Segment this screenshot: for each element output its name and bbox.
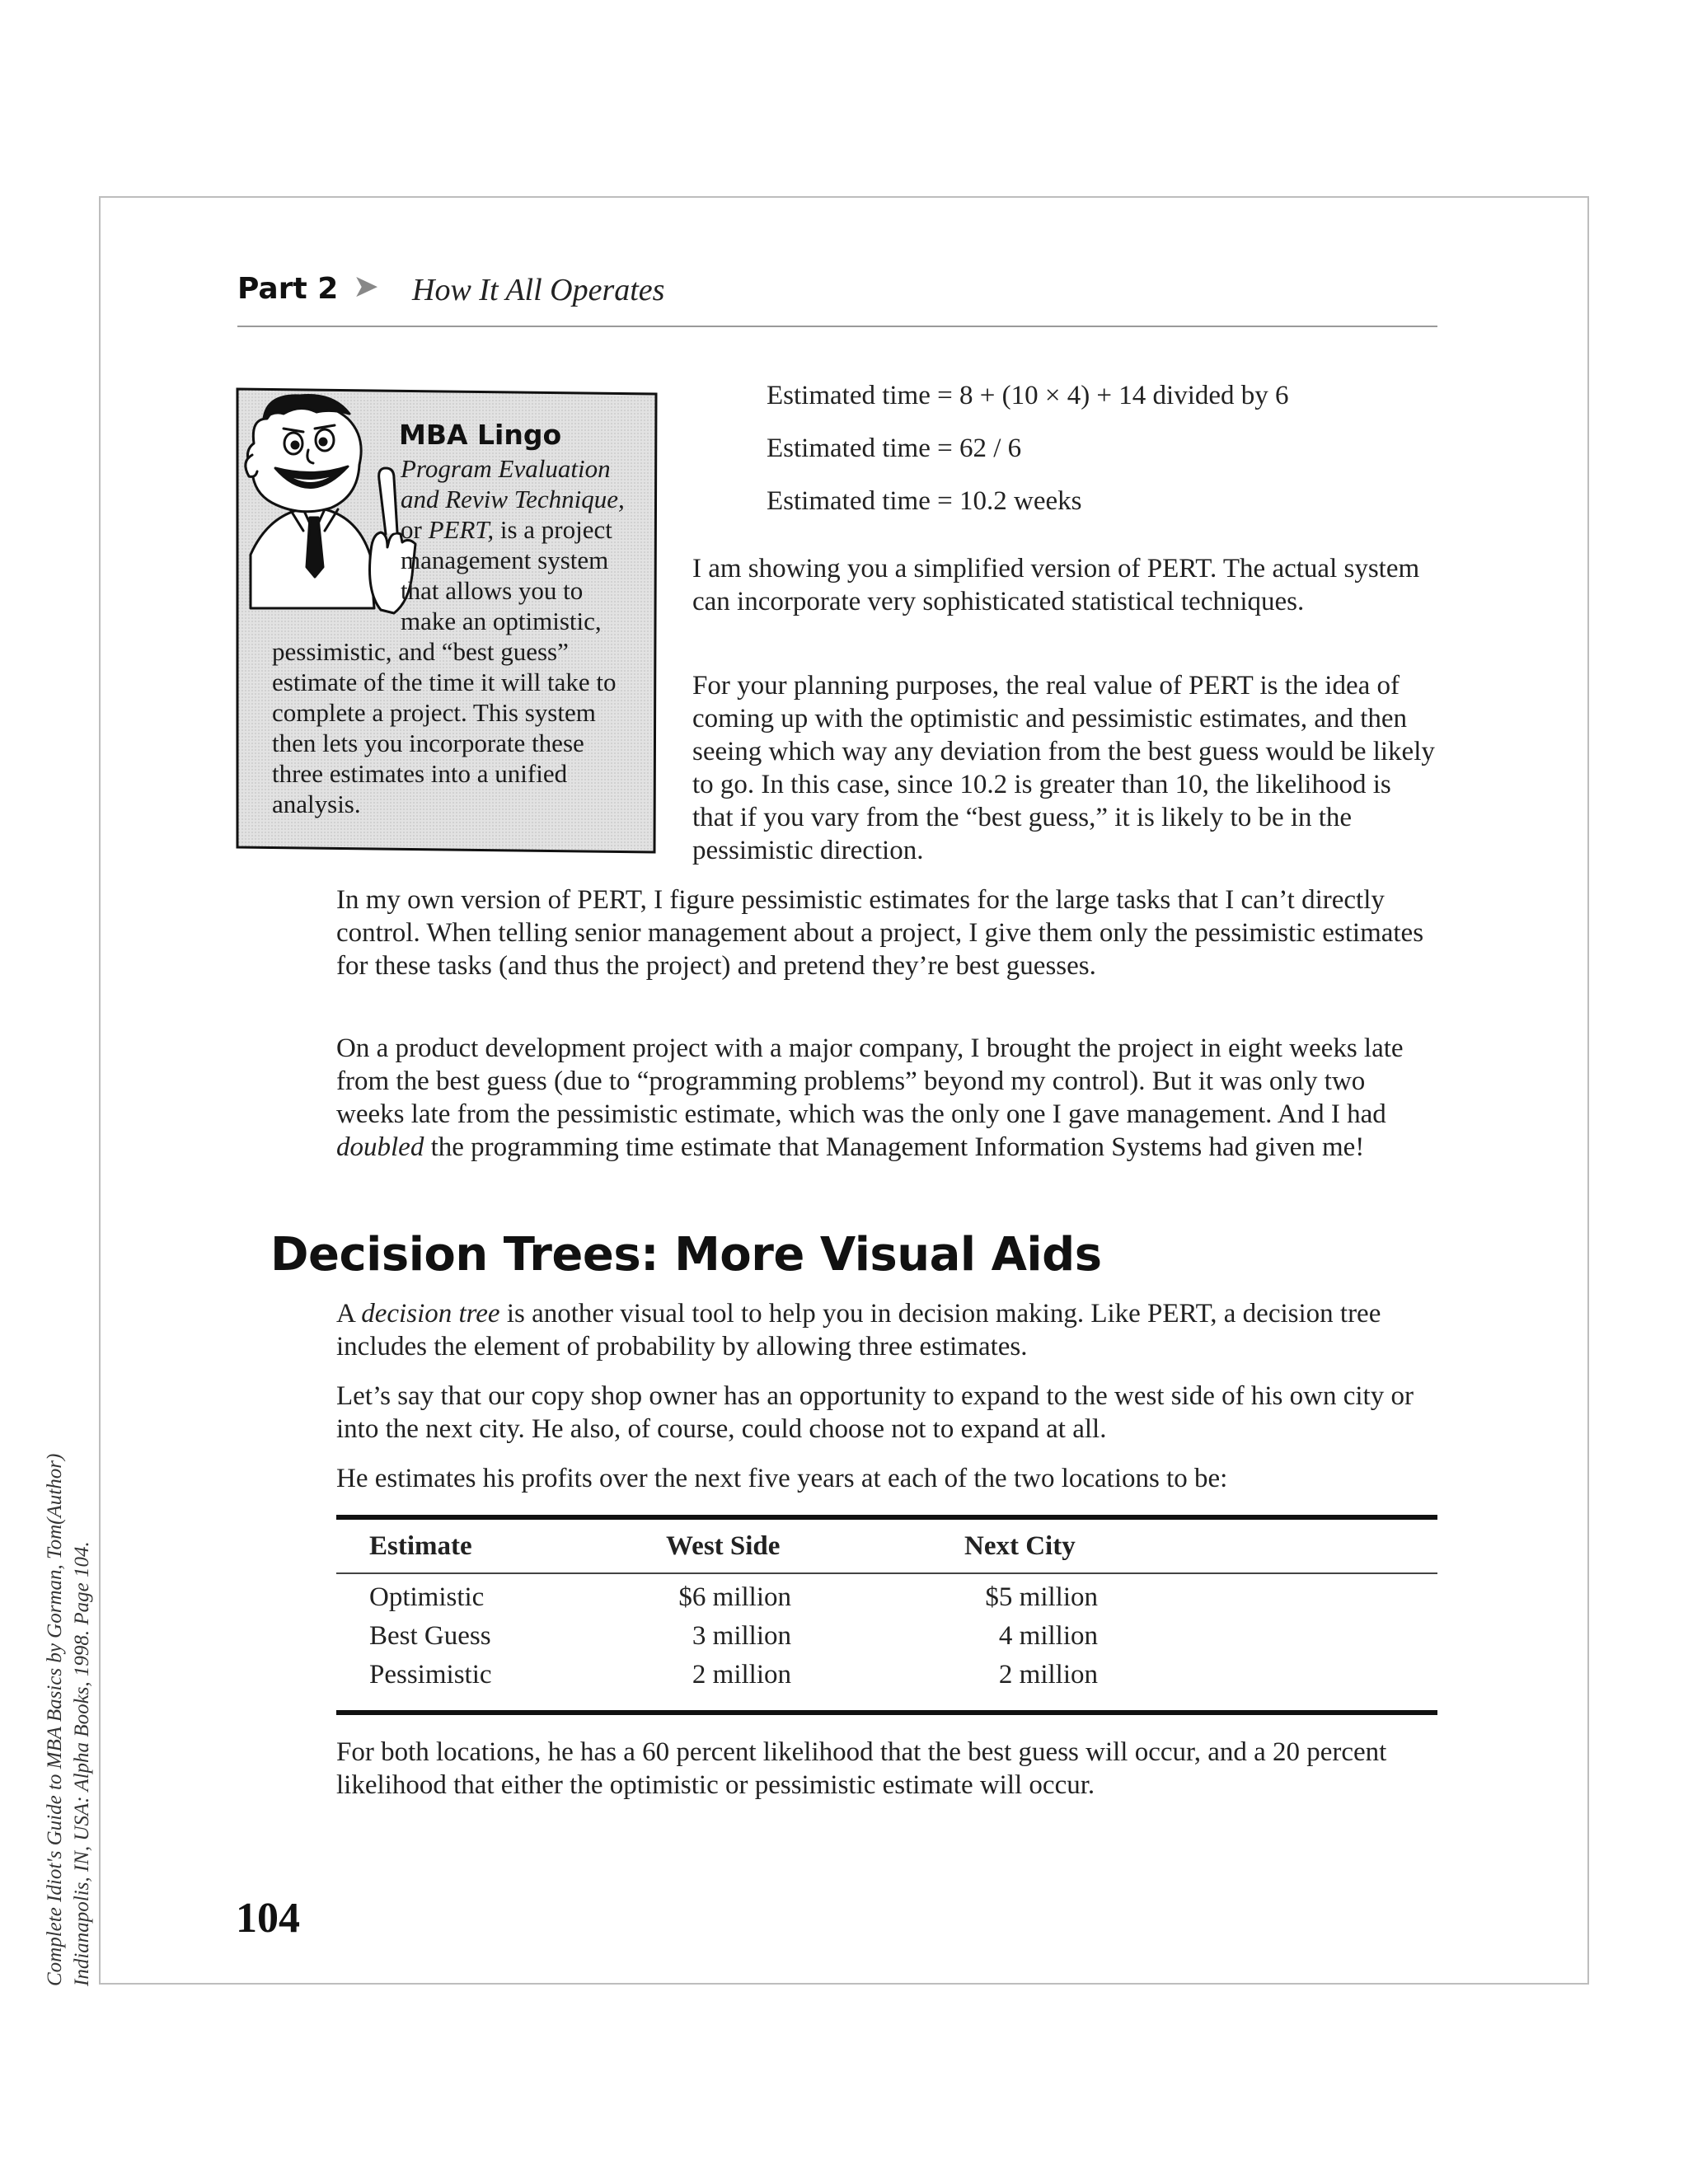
formula-line-1: Estimated time = 8 + (10 × 4) + 14 divided by 6 — [767, 381, 1289, 410]
table-header-cell: West Side — [666, 1531, 781, 1561]
table-cell: $6 million — [678, 1582, 791, 1612]
p5-text-b: is another visual tool to help you in decision making. Like PERT, a decision tree includes the element of probability by allowing three estimates. — [336, 1299, 1381, 1361]
paragraph-profit-estimates: He estimates his profits over the next five years at each of the two locations to be: — [336, 1464, 1228, 1493]
side-credit — [41, 1454, 96, 1986]
p4-text-a: On a product development project with a major company, I brought the project in eight weeks late from the best guess (due to “programming problems” beyond my control). But it was only two weeks late from the pessimistic estimate, which was the only one I gave management. And I had — [336, 1033, 1404, 1129]
table-header-row — [336, 1520, 1437, 1572]
table-cell: 4 million — [998, 1621, 1098, 1651]
page-number: 104 — [236, 1895, 300, 1942]
sidebar-text-or: or — [401, 515, 429, 544]
arrow-icon: ➤ — [353, 269, 379, 304]
sidebar-definition — [272, 453, 625, 819]
table-row — [336, 1657, 1437, 1695]
formula-line-2: Estimated time = 62 / 6 — [767, 434, 1022, 463]
part-label: Part 2 — [237, 272, 339, 306]
paragraph-planning-purposes: For your planning purposes, the real value of PERT is the idea of coming up with the optimistic and pessimistic estimates, and then seeing which way any deviation from the best guess would be likely to go. In this case, since 10.2 is greater than 10, the likelihood is that if you vary from the “best guess,” it is likely to be in the pessimistic direction. — [692, 671, 1435, 865]
paragraph-own-version: In my own version of PERT, I figure pessimistic estimates for the large tasks that I can’t directly control. When telling senior management about a project, I give them only the pessimistic estimates for these tasks (and thus the project) and pretend they’re best guesses. — [336, 885, 1424, 981]
sidebar-abbr: PERT, — [428, 515, 495, 544]
p4-text-b: the programming time estimate that Management Information Systems had given me! — [424, 1132, 1365, 1162]
table-cell: $5 million — [985, 1582, 1098, 1612]
p5-emphasis: decision tree — [361, 1299, 500, 1329]
p5-text-a: A — [336, 1299, 362, 1329]
table-row — [336, 1579, 1437, 1618]
paragraph-product-development — [336, 1032, 1437, 1164]
table-row — [336, 1618, 1437, 1657]
table-cell: Pessimistic — [369, 1660, 492, 1690]
section-heading: Decision Trees: More Visual Aids — [270, 1228, 1102, 1282]
section-title: How It All Operates — [412, 273, 665, 307]
sidebar-title: MBA Lingo — [399, 419, 562, 451]
table-cell: 2 million — [998, 1660, 1098, 1690]
table-cell: Optimistic — [369, 1582, 485, 1612]
running-header — [237, 268, 1437, 327]
p4-emphasis: doubled — [336, 1132, 424, 1162]
table-cell: Best Guess — [369, 1621, 491, 1651]
paragraph-decision-tree — [336, 1297, 1437, 1363]
paragraph-copy-shop: Let’s say that our copy shop owner has an opportunity to expand to the west side of his own city or into the next city. He also, of course, could choose not to expand at all. — [336, 1381, 1414, 1444]
mba-lingo-sidebar — [234, 386, 659, 859]
table-cell: 3 million — [692, 1621, 791, 1651]
table-header-cell: Next City — [964, 1531, 1076, 1561]
sidebar-term: Program Evaluation and Reviw Technique, — [401, 454, 625, 513]
side-credit-line-1: Complete Idiot's Guide to MBA Basics by Gorman, Tom(Author) — [44, 1453, 66, 1986]
side-credit-line-2: Indianapolis, IN, USA: Alpha Books, 1998. Page 104. — [71, 1541, 93, 1986]
table-cell: 2 million — [692, 1660, 791, 1690]
sidebar-text-rest: is a project management system that allows you to make an optimistic, pessimistic, and “best guess” estimate of the time it will take to complete a project. This system then lets you incorporate these three estimates into a unified analysis. — [272, 515, 617, 818]
paragraph-likelihood: For both locations, he has a 60 percent likelihood that the best guess will occur, and a 20 percent likelihood that either the optimistic or pessimistic estimate will occur. — [336, 1737, 1387, 1800]
formula-line-3: Estimated time = 10.2 weeks — [767, 486, 1082, 516]
estimates-table — [336, 1515, 1437, 1715]
table-header-cell: Estimate — [369, 1531, 472, 1561]
paragraph-pert-simplified: I am showing you a simplified version of PERT. The actual system can incorporate very sophisticated statistical techniques. — [692, 554, 1420, 616]
